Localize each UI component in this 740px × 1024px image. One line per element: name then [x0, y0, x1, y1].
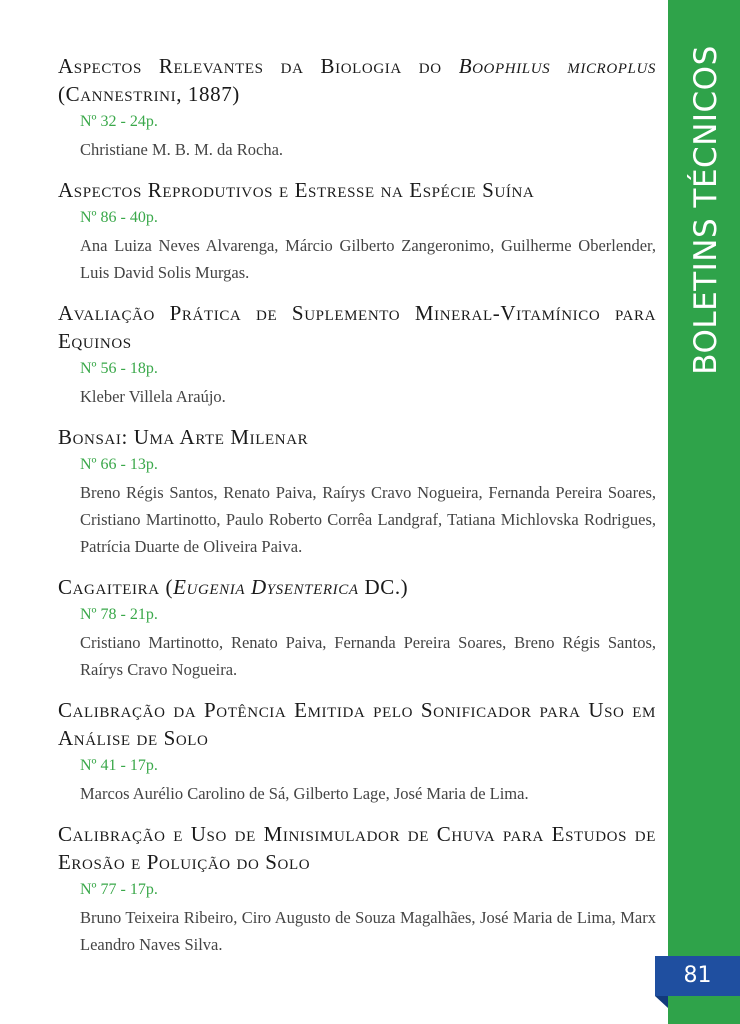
list-item — [58, 299, 656, 410]
list-item — [58, 423, 656, 560]
title-text: Aspectos Relevantes da Biologia do — [58, 54, 459, 78]
entry-title: Bonsai: Uma Arte Milenar — [58, 425, 309, 449]
list-item — [58, 52, 656, 163]
entry-number: Nº 41 - 17p. — [80, 757, 158, 774]
entry-number: Nº 77 - 17p. — [80, 881, 158, 898]
entry-number: Nº 32 - 24p. — [80, 113, 158, 130]
entry-title — [58, 52, 656, 108]
title-species: Boophilus microplus — [458, 54, 656, 78]
entry-title — [58, 573, 656, 601]
entry-title: Aspectos Reprodutivos e Estresse na Espécie Suína — [58, 178, 535, 202]
entry-title: Avaliação Prática de Suplemento Mineral-Vitamínico para Equinos — [58, 301, 656, 353]
entry-authors: Breno Régis Santos, Renato Paiva, Raírys Cravo Nogueira, Fernanda Pereira Soares, Cristiano Martinotto, Paulo Roberto Corrêa Landgraf, Tatiana Michlovska Rodrigues, Patrícia Duarte de Oliveira Paiva. — [80, 483, 656, 556]
page-number: 81 — [655, 956, 740, 996]
list-item — [58, 820, 656, 958]
title-species: Eugenia Dysenterica — [173, 575, 359, 599]
page-number-fold — [655, 996, 668, 1008]
entry-number: Nº 86 - 40p. — [80, 209, 158, 226]
section-title: BOLETINS TÉCNICOS — [688, 45, 724, 375]
entry-authors: Kleber Villela Araújo. — [80, 387, 226, 406]
entry-number: Nº 78 - 21p. — [80, 606, 158, 623]
entry-authors: Marcos Aurélio Carolino de Sá, Gilberto Lage, José Maria de Lima. — [80, 784, 529, 803]
list-item — [58, 696, 656, 807]
entry-authors: Christiane M. B. M. da Rocha. — [80, 140, 284, 159]
entry-authors: Ana Luiza Neves Alvarenga, Márcio Gilberto Zangeronimo, Guilherme Oberlender, Luis David Solis Murgas. — [80, 236, 656, 282]
entry-authors: Bruno Teixeira Ribeiro, Ciro Augusto de Souza Magalhães, José Maria de Lima, Marx Leandro Naves Silva. — [80, 908, 656, 954]
title-text: (Cannestrini, 1887) — [58, 82, 240, 106]
title-text: DC.) — [358, 575, 409, 599]
list-item — [58, 573, 656, 683]
list-item — [58, 176, 656, 286]
bulletin-list — [58, 52, 656, 971]
entry-number: Nº 66 - 13p. — [80, 456, 158, 473]
title-text: Cagaiteira ( — [58, 575, 174, 599]
entry-title: Calibração da Potência Emitida pelo Sonificador para Uso em Análise de Solo — [58, 698, 656, 750]
entry-authors: Cristiano Martinotto, Renato Paiva, Fernanda Pereira Soares, Breno Régis Santos, Raírys Cravo Nogueira. — [80, 633, 656, 679]
entry-number: Nº 56 - 18p. — [80, 360, 158, 377]
entry-title: Calibração e Uso de Minisimulador de Chuva para Estudos de Erosão e Poluição do Solo — [58, 822, 656, 874]
